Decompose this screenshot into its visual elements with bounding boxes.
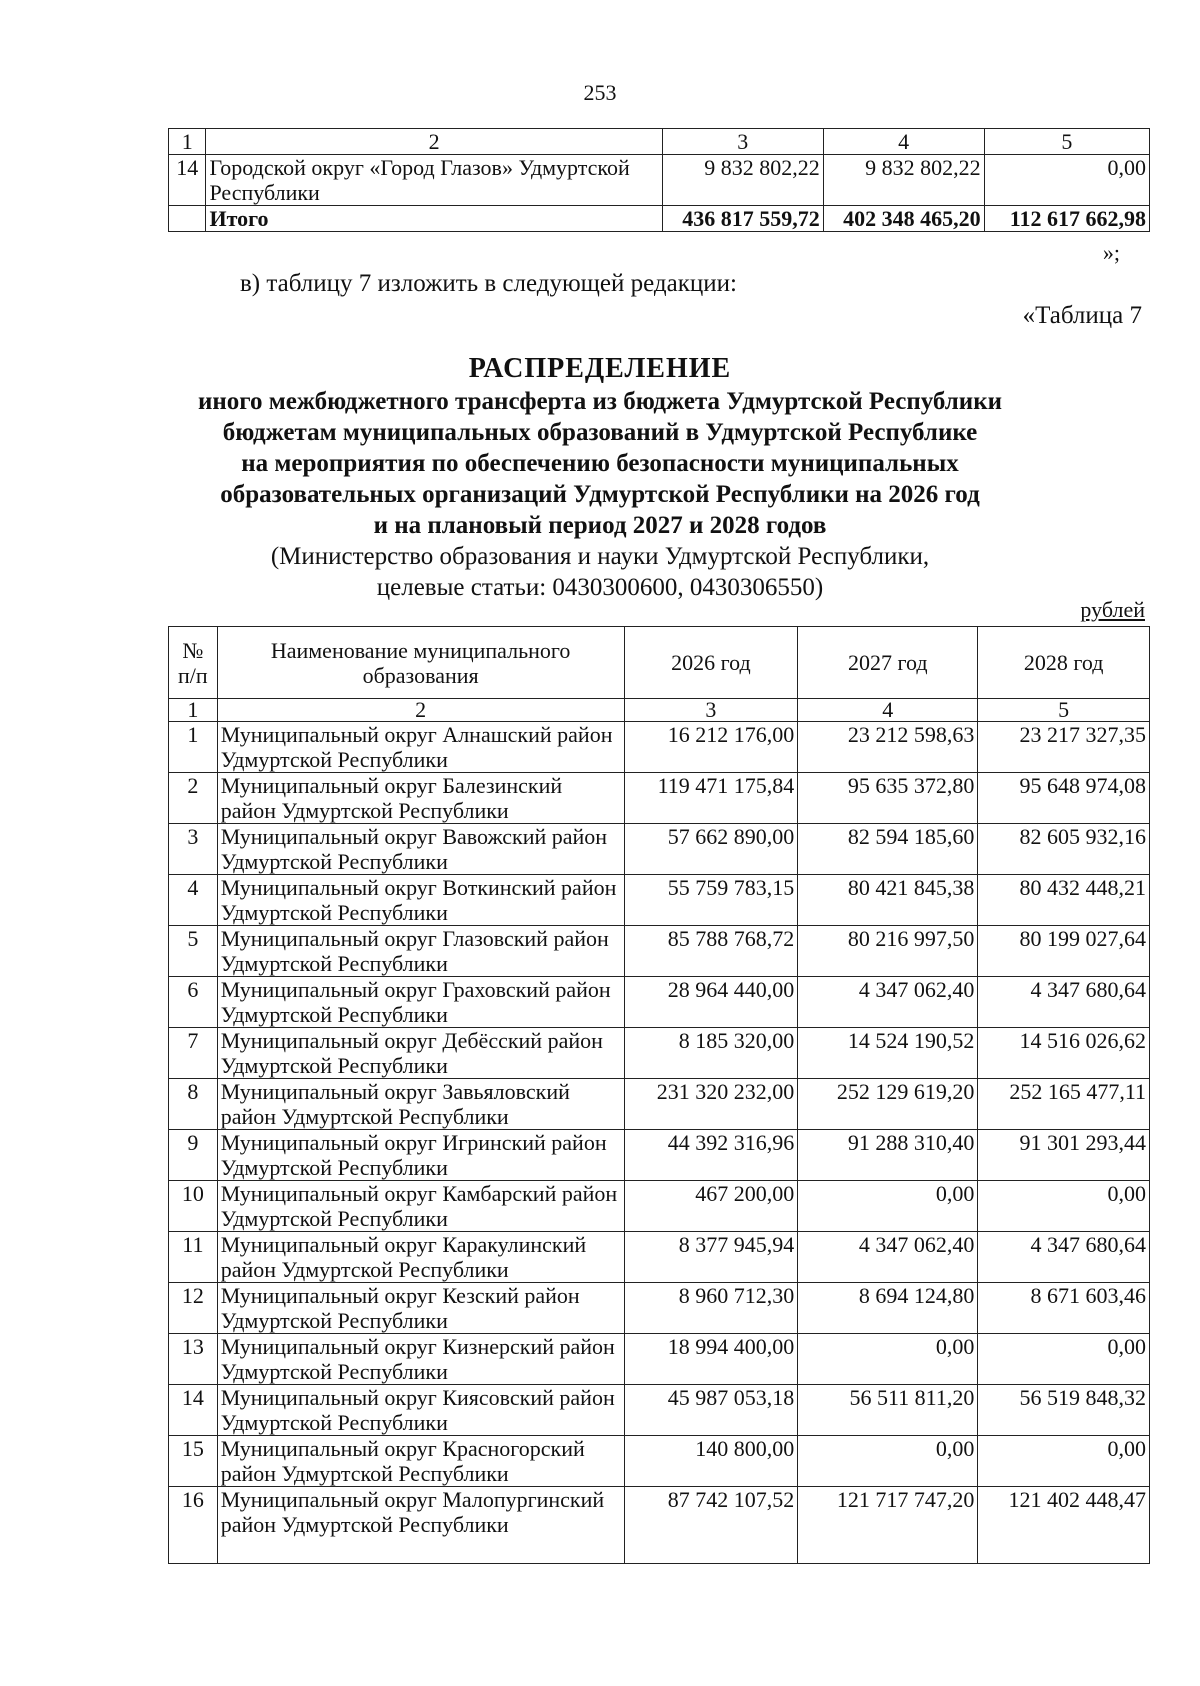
- col-number: 3: [624, 699, 798, 722]
- table-row: [169, 977, 1150, 1028]
- row-number: 14: [169, 1385, 218, 1436]
- total-label: Итого: [206, 206, 662, 232]
- row-number: 14: [169, 155, 206, 206]
- municipality-name: Муниципальный округ Глазовский район Удмуртской Республики: [217, 926, 624, 977]
- value-col4: 9 832 802,22: [823, 155, 984, 206]
- municipality-name: Муниципальный округ Кезский район Удмуртской Республики: [217, 1283, 624, 1334]
- row-number: 9: [169, 1130, 218, 1181]
- value-2028: 0,00: [978, 1334, 1150, 1385]
- value-2027: 0,00: [798, 1334, 978, 1385]
- col-number: 1: [169, 129, 206, 155]
- value-2027: 80 421 845,38: [798, 875, 978, 926]
- municipality-name: Муниципальный округ Вавожский район Удмуртской Республики: [217, 824, 624, 875]
- value-2026: 45 987 053,18: [624, 1385, 798, 1436]
- column-number-row: [169, 129, 1150, 155]
- value-2028: 8 671 603,46: [978, 1283, 1150, 1334]
- value-2028: 0,00: [978, 1181, 1150, 1232]
- municipality-name: Муниципальный округ Дебёсский район Удмуртской Республики: [217, 1028, 624, 1079]
- value-2026: 467 200,00: [624, 1181, 798, 1232]
- value-2026: 44 392 316,96: [624, 1130, 798, 1181]
- document-title: [0, 352, 1200, 603]
- amendment-instruction: в) таблицу 7 изложить в следующей редакции:: [240, 270, 737, 297]
- value-2027: 252 129 619,20: [798, 1079, 978, 1130]
- row-number: 11: [169, 1232, 218, 1283]
- value-2027: 23 212 598,63: [798, 722, 978, 773]
- table-row: [169, 773, 1150, 824]
- table-row: [169, 1283, 1150, 1334]
- value-2026: 231 320 232,00: [624, 1079, 798, 1130]
- table-row: [169, 1028, 1150, 1079]
- title-line: иного межбюджетного трансферта из бюджета Удмуртской Республики: [197, 388, 1003, 415]
- table-row: [169, 1079, 1150, 1130]
- header-2026: 2026 год: [624, 627, 798, 699]
- value-2027: 80 216 997,50: [798, 926, 978, 977]
- value-2028: 80 199 027,64: [978, 926, 1150, 977]
- row-number: 15: [169, 1436, 218, 1487]
- value-2026: 85 788 768,72: [624, 926, 798, 977]
- value-2027: 56 511 811,20: [798, 1385, 978, 1436]
- row-number: 8: [169, 1079, 218, 1130]
- municipality-name: Муниципальный округ Малопургинский район Удмуртской Республики: [217, 1487, 624, 1564]
- value-2026: 57 662 890,00: [624, 824, 798, 875]
- total-col3: 436 817 559,72: [662, 206, 823, 232]
- total-row: [169, 206, 1150, 232]
- value-2027: 0,00: [798, 1181, 978, 1232]
- header-2027: 2027 год: [798, 627, 978, 699]
- municipality-name: Муниципальный округ Завьяловский район Удмуртской Республики: [217, 1079, 624, 1130]
- value-2027: 95 635 372,80: [798, 773, 978, 824]
- value-2027: 82 594 185,60: [798, 824, 978, 875]
- municipality-name: Муниципальный округ Балезинский район Удмуртской Республики: [217, 773, 624, 824]
- value-2026: 8 960 712,30: [624, 1283, 798, 1334]
- table-row: [169, 1436, 1150, 1487]
- value-2026: 55 759 783,15: [624, 875, 798, 926]
- title-line: на мероприятия по обеспечению безопасности муниципальных: [241, 450, 959, 477]
- row-number: 6: [169, 977, 218, 1028]
- column-number-row: [169, 699, 1150, 722]
- municipality-name: Муниципальный округ Красногорский район Удмуртской Республики: [217, 1436, 624, 1487]
- value-2028: 0,00: [978, 1436, 1150, 1487]
- value-2027: 121 717 747,20: [798, 1487, 978, 1564]
- municipality-name: Муниципальный округ Камбарский район Удмуртской Республики: [217, 1181, 624, 1232]
- row-number: 10: [169, 1181, 218, 1232]
- value-2026: 8 377 945,94: [624, 1232, 798, 1283]
- total-col5: 112 617 662,98: [984, 206, 1149, 232]
- value-2028: 91 301 293,44: [978, 1130, 1150, 1181]
- row-number: 12: [169, 1283, 218, 1334]
- value-col5: 0,00: [984, 155, 1149, 206]
- value-2028: 252 165 477,11: [978, 1079, 1150, 1130]
- municipality-name: Муниципальный округ Каракулинский район Удмуртской Республики: [217, 1232, 624, 1283]
- value-2026: 28 964 440,00: [624, 977, 798, 1028]
- table-row: [169, 1385, 1150, 1436]
- col-number: 4: [823, 129, 984, 155]
- municipality-name: Городской округ «Город Глазов» Удмуртской Республики: [206, 155, 662, 206]
- value-2028: 80 432 448,21: [978, 875, 1150, 926]
- ministry-line: (Министерство образования и науки Удмуртской Республики,: [270, 543, 930, 570]
- value-2026: 140 800,00: [624, 1436, 798, 1487]
- value-col3: 9 832 802,22: [662, 155, 823, 206]
- row-number: 16: [169, 1487, 218, 1564]
- total-blank-cell: [169, 206, 206, 232]
- row-number: 1: [169, 722, 218, 773]
- value-2027: 91 288 310,40: [798, 1130, 978, 1181]
- municipality-name: Муниципальный округ Киясовский район Удмуртской Республики: [217, 1385, 624, 1436]
- row-number: 7: [169, 1028, 218, 1079]
- value-2028: 121 402 448,47: [978, 1487, 1150, 1564]
- units-label: рублей: [1080, 597, 1145, 622]
- value-2027: 14 524 190,52: [798, 1028, 978, 1079]
- value-2026: 87 742 107,52: [624, 1487, 798, 1564]
- col-number: 5: [984, 129, 1149, 155]
- row-number: 5: [169, 926, 218, 977]
- title-line: и на плановый период 2027 и 2028 годов: [373, 512, 827, 539]
- table-row: [169, 155, 1150, 206]
- total-col4: 402 348 465,20: [823, 206, 984, 232]
- table-row: [169, 926, 1150, 977]
- municipality-name: Муниципальный округ Алнашский район Удмуртской Республики: [217, 722, 624, 773]
- value-2028: 56 519 848,32: [978, 1385, 1150, 1436]
- table-row: [169, 1181, 1150, 1232]
- value-2027: 4 347 062,40: [798, 1232, 978, 1283]
- ministry-line: целевые статьи: 0430300600, 0430306550): [376, 574, 824, 601]
- value-2026: 18 994 400,00: [624, 1334, 798, 1385]
- distribution-table: [168, 626, 1150, 1564]
- value-2026: 8 185 320,00: [624, 1028, 798, 1079]
- value-2027: 4 347 062,40: [798, 977, 978, 1028]
- municipality-name: Муниципальный округ Воткинский район Удмуртской Республики: [217, 875, 624, 926]
- header-2028: 2028 год: [978, 627, 1150, 699]
- col-number: 2: [206, 129, 662, 155]
- table-row: [169, 824, 1150, 875]
- row-number: 3: [169, 824, 218, 875]
- table-row: [169, 1334, 1150, 1385]
- title-line: образовательных организаций Удмуртской Республики на 2026 год: [220, 481, 980, 508]
- header-row: [169, 627, 1150, 699]
- table-row: [169, 1487, 1150, 1564]
- table-row: [169, 875, 1150, 926]
- value-2027: 8 694 124,80: [798, 1283, 978, 1334]
- value-2028: 95 648 974,08: [978, 773, 1150, 824]
- header-num: № п/п: [169, 627, 218, 699]
- col-number: 5: [978, 699, 1150, 722]
- value-2028: 82 605 932,16: [978, 824, 1150, 875]
- table-row: [169, 1130, 1150, 1181]
- row-number: 13: [169, 1334, 218, 1385]
- value-2028: 23 217 327,35: [978, 722, 1150, 773]
- table-row: [169, 722, 1150, 773]
- value-2028: 4 347 680,64: [978, 977, 1150, 1028]
- table-row: [169, 1232, 1150, 1283]
- title-main: РАСПРЕДЕЛЕНИЕ: [468, 353, 732, 384]
- value-2027: 0,00: [798, 1436, 978, 1487]
- page-number: 253: [583, 80, 617, 105]
- col-number: 4: [798, 699, 978, 722]
- closing-quote: »;: [1102, 240, 1120, 265]
- municipality-name: Муниципальный округ Граховский район Удмуртской Республики: [217, 977, 624, 1028]
- value-2028: 14 516 026,62: [978, 1028, 1150, 1079]
- value-2028: 4 347 680,64: [978, 1232, 1150, 1283]
- table-label: «Таблица 7: [1022, 302, 1142, 329]
- title-line: бюджетам муниципальных образований в Удмуртской Республике: [222, 419, 978, 446]
- municipality-name: Муниципальный округ Кизнерский район Удмуртской Республики: [217, 1334, 624, 1385]
- col-number: 2: [217, 699, 624, 722]
- col-number: 3: [662, 129, 823, 155]
- row-number: 2: [169, 773, 218, 824]
- value-2026: 16 212 176,00: [624, 722, 798, 773]
- col-number: 1: [169, 699, 218, 722]
- row-number: 4: [169, 875, 218, 926]
- previous-table-tail: [168, 128, 1150, 232]
- value-2026: 119 471 175,84: [624, 773, 798, 824]
- municipality-name: Муниципальный округ Игринский район Удмуртской Республики: [217, 1130, 624, 1181]
- header-name: Наименование муниципального образования: [217, 627, 624, 699]
